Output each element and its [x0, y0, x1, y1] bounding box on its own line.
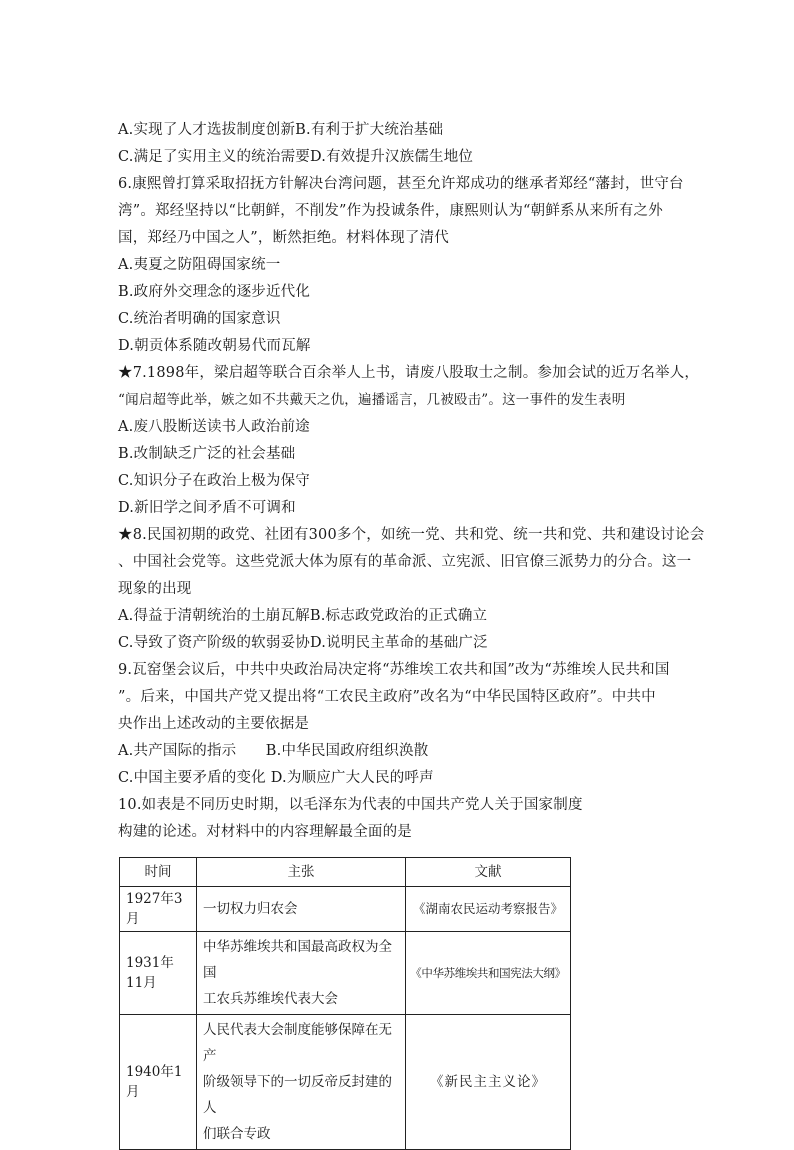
header-claim: 主张 — [197, 858, 406, 887]
q6-stem-line-2: 湾”。郑经坚持以“比朝鲜，不削发”作为投诚条件，康熙则认为“朝鲜系从来所有之外 — [118, 203, 663, 219]
q10-stem-line-2: 构建的论述。对材料中的内容理解最全面的是 — [118, 824, 412, 840]
q8-option-ab: A.得益于清朝统治的土崩瓦解B.标志政党政治的正式确立 — [118, 608, 488, 624]
claim-line: 工农兵苏维埃代表大会 — [203, 991, 338, 1007]
q9-option-cd: C.中国主要矛盾的变化 D.为顺应广大人民的呼声 — [118, 770, 434, 786]
q7-option-d: D.新旧学之间矛盾不可调和 — [118, 500, 296, 516]
claim-line: 中华苏维埃共和国最高政权为全国 — [203, 939, 392, 981]
q7-option-c: C.知识分子在政治上极为保守 — [118, 473, 310, 489]
claim-line: 人民代表大会制度能够保障在无产 — [203, 1022, 392, 1064]
q9-option-ab: A.共产国际的指示 B.中华民国政府组织涣散 — [118, 743, 429, 759]
row-time: 1927年3月 — [120, 887, 197, 932]
q8-stem-line-3: 现象的出现 — [118, 581, 192, 597]
row-document: 《新民主主义论》 — [406, 1015, 571, 1150]
q5-option-cd: C.满足了实用主义的统治需要D.有效提升汉族儒生地位 — [118, 149, 474, 165]
table-row — [120, 932, 571, 1015]
q7-option-b: B.改制缺乏广泛的社会基础 — [118, 446, 296, 462]
header-time: 时间 — [120, 858, 197, 887]
row-claim — [197, 932, 406, 1015]
q9-stem-line-3: 央作出上述改动的主要依据是 — [118, 716, 310, 732]
table-row — [120, 1015, 571, 1150]
q9-stem-line-2: ”。后来，中国共产党又提出将“工农民主政府”改名为“中华民国特区政府”。中共中 — [118, 689, 656, 705]
claim-line: 们联合专政 — [203, 1126, 271, 1142]
q8-option-cd: C.导致了资产阶级的软弱妥协D.说明民主革命的基础广泛 — [118, 635, 488, 651]
q7-option-a: A.废八股断送读书人政治前途 — [118, 419, 310, 435]
table-row — [120, 887, 571, 932]
q9-stem-line-1: 9.瓦窑堡会议后，中共中央政治局决定将“苏维埃工农共和国”改为“苏维埃人民共和国 — [118, 662, 670, 678]
q6-option-d: D.朝贡体系随改朝易代而瓦解 — [118, 338, 311, 354]
q6-stem-line-1: 6.康熙曾打算采取招抚方针解决台湾问题，甚至允许郑成功的继承者郑经“藩封，世守台 — [118, 176, 684, 192]
q7-stem-line-2: “闻启超等此举，嫉之如不共戴天之仇，遍播谣言，几被殴击”。这一事件的发生表明 — [118, 392, 626, 408]
row-claim — [197, 1015, 406, 1150]
row-document: 《中华苏维埃共和国宪法大纲》 — [406, 932, 571, 1015]
q6-option-a: A.夷夏之防阻碍国家统一 — [118, 257, 281, 273]
q8-stem-line-1: ★8.民国初期的政党、社团有300多个，如统一党、共和党、统一共和党、共和建设讨论会 — [118, 527, 705, 543]
table-header-row — [120, 858, 571, 887]
row-time: 1940年1月 — [120, 1015, 197, 1150]
q6-stem-line-3: 国，郑经乃中国之人”，断然拒绝。材料体现了清代 — [118, 230, 450, 246]
q6-option-c: C.统治者明确的国家意识 — [118, 311, 281, 327]
q6-option-b: B.政府外交理念的逐步近代化 — [118, 284, 311, 300]
row-time: 1931年11月 — [120, 932, 197, 1015]
q10-table — [119, 857, 571, 1150]
q8-stem-line-2: 、中国社会党等。这些党派大体为原有的革命派、立宪派、旧官僚三派势力的分合。这一 — [118, 554, 692, 570]
claim-line: 阶级领导下的一切反帝反封建的人 — [203, 1074, 392, 1116]
row-document: 《湖南农民运动考察报告》 — [406, 887, 571, 932]
row-claim — [197, 887, 406, 932]
q7-stem-line-1: ★7.1898年，梁启超等联合百余举人上书，请废八股取士之制。参加会试的近万名举人， — [118, 365, 700, 381]
q5-option-ab: A.实现了人才选拔制度创新B.有利于扩大统治基础 — [118, 122, 444, 138]
claim-line: 一切权力归农会 — [203, 901, 298, 917]
header-document: 文献 — [406, 858, 571, 887]
q10-stem-line-1: 10.如表是不同历史时期，以毛泽东为代表的中国共产党人关于国家制度 — [118, 797, 583, 813]
